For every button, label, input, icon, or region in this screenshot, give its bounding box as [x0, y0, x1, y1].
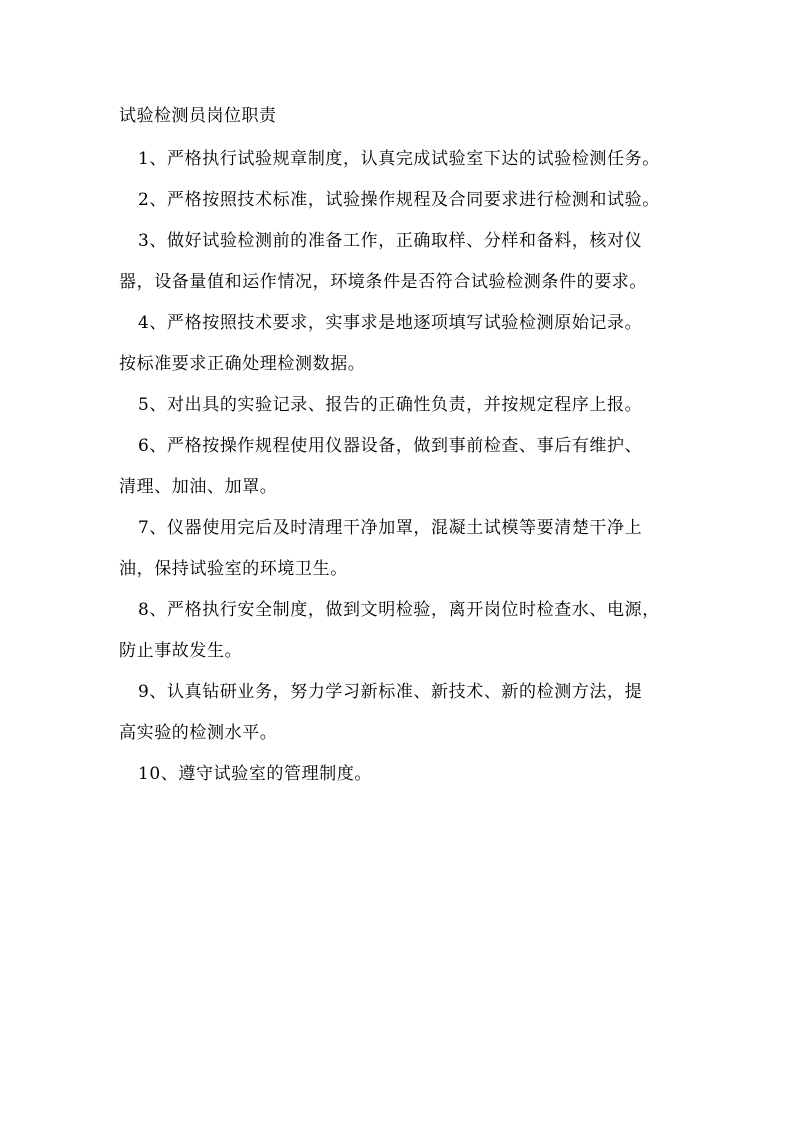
line-14: 9、认真钻研业务，努力学习新标准、新技术、新的检测方法，提: [138, 682, 643, 702]
line-5: 4、严格按照技术要求，实事求是地逐项填写试验检测原始记录。: [138, 313, 643, 333]
line-11: 油，保持试验室的环境卫生。: [119, 559, 348, 579]
line-16: 10、遵守试验室的管理制度。: [138, 764, 373, 784]
line-3: 3、做好试验检测前的准备工作，正确取样、分样和备料，核对仪: [138, 231, 643, 251]
line-6: 按标准要求正确处理检测数据。: [119, 354, 366, 374]
line-15: 高实验的检测水平。: [119, 723, 278, 743]
line-12: 8、严格执行安全制度，做到文明检验，离开岗位时检查水、电源，: [138, 600, 660, 620]
line-2: 2、严格按照技术标准，试验操作规程及合同要求进行检测和试验。: [138, 190, 660, 210]
line-9: 清理、加油、加罩。: [119, 477, 278, 497]
line-10: 7、仪器使用完后及时清理干净加罩，混凝土试模等要清楚干净上: [138, 518, 643, 538]
line-13: 防止事故发生。: [119, 641, 243, 661]
responsibilities-list: [119, 145, 679, 801]
document-title: 试验检测员岗位职责: [119, 106, 277, 126]
line-7: 5、对出具的实验记录、报告的正确性负责，并按规定程序上报。: [138, 395, 643, 415]
line-8: 6、严格按操作规程使用仪器设备，做到事前检查、事后有维护、: [138, 436, 643, 456]
line-1: 1、严格执行试验规章制度，认真完成试验室下达的试验检测任务。: [138, 149, 660, 169]
line-4: 器，设备量值和运作情况，环境条件是否符合试验检测条件的要求。: [119, 272, 647, 292]
